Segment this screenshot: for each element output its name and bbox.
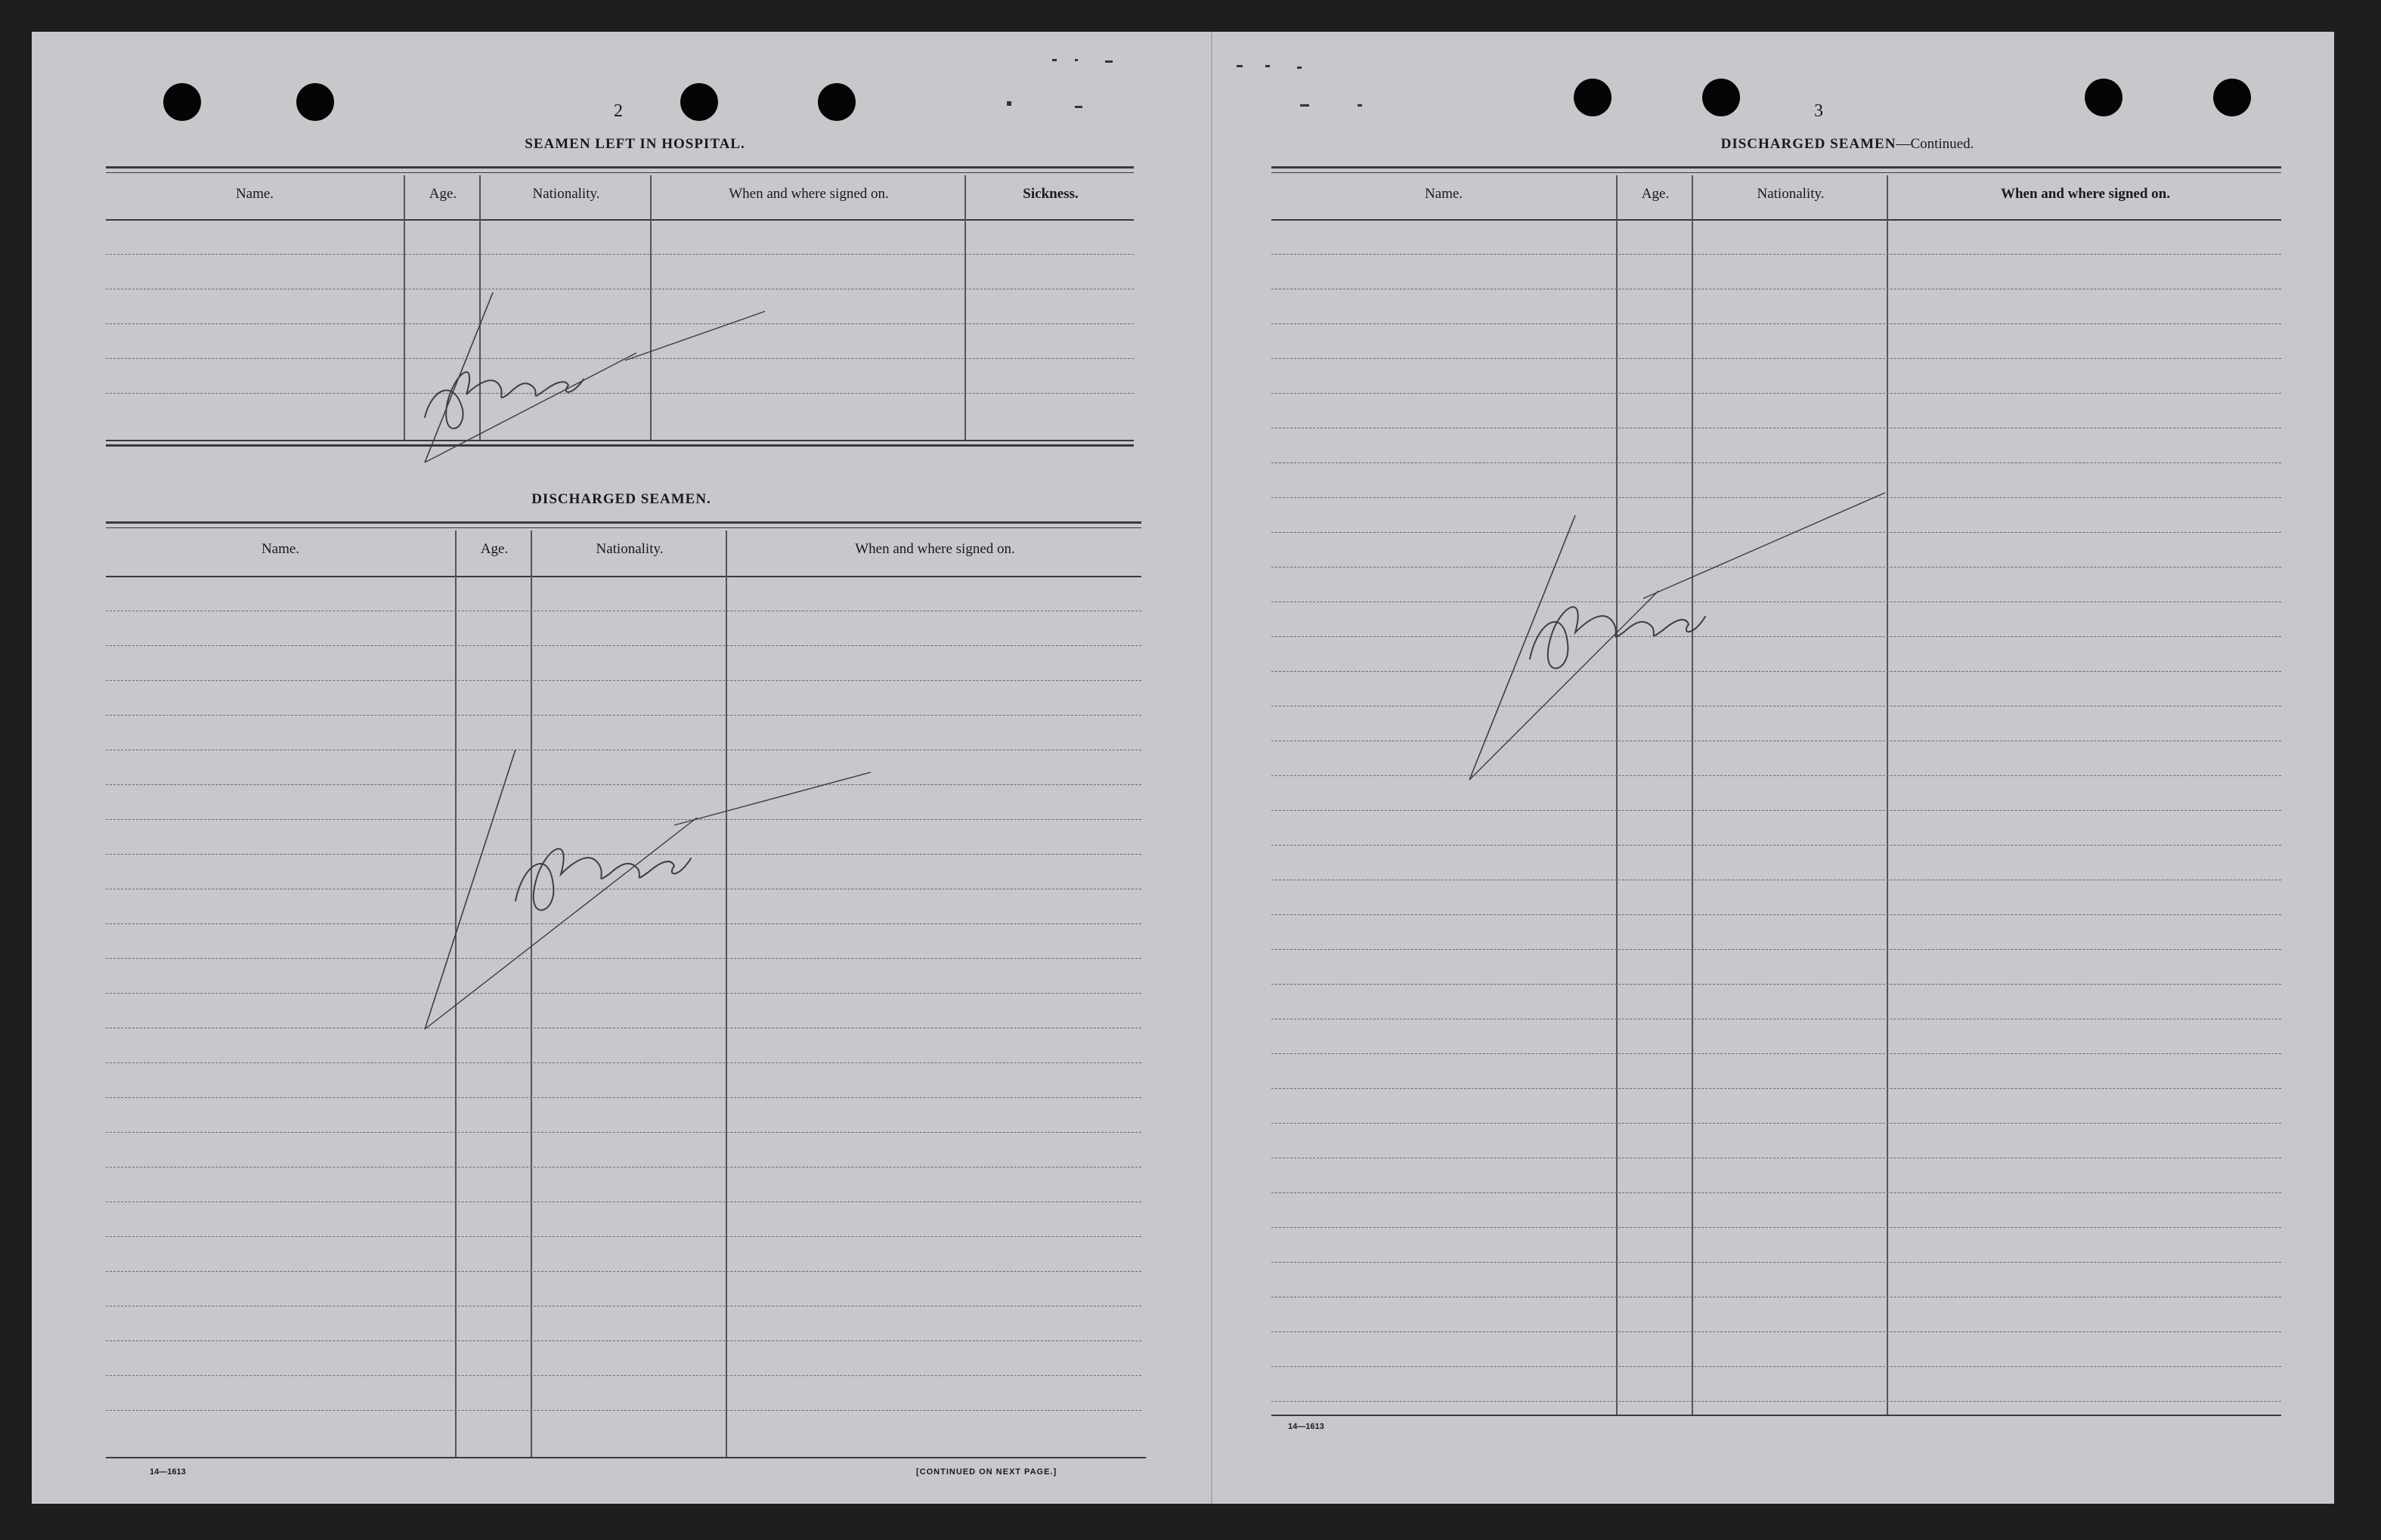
column-age: Age. bbox=[1616, 175, 1693, 1415]
column-signed-on: When and where signed on. bbox=[726, 530, 1143, 1457]
entry-line bbox=[106, 680, 1141, 681]
column-signed-on: When and where signed on. bbox=[1887, 175, 2283, 1415]
page-number: 2 bbox=[614, 101, 623, 121]
print-speck bbox=[1075, 59, 1078, 61]
print-speck bbox=[1237, 65, 1243, 67]
print-speck bbox=[1052, 59, 1057, 61]
table-top-rule bbox=[1271, 172, 2281, 173]
table-bottom-rule bbox=[106, 1457, 1146, 1458]
entry-line bbox=[106, 1410, 1141, 1411]
entry-line bbox=[1271, 393, 2281, 394]
left-page bbox=[32, 32, 1212, 1504]
table-top-rule bbox=[106, 527, 1141, 528]
entry-line bbox=[1271, 601, 2281, 602]
print-speck bbox=[1358, 104, 1362, 107]
column-nationality: Nationality. bbox=[1692, 175, 1888, 1415]
entry-line bbox=[1271, 323, 2281, 324]
column-name: Name. bbox=[235, 186, 274, 202]
print-speck bbox=[1300, 104, 1309, 107]
table-top-rule bbox=[1271, 166, 2281, 169]
punch-hole bbox=[163, 83, 201, 121]
entry-line bbox=[106, 923, 1141, 924]
entry-line bbox=[106, 1132, 1141, 1133]
entry-line bbox=[1271, 706, 2281, 707]
entry-line bbox=[1271, 1366, 2281, 1367]
entry-line bbox=[1271, 254, 2281, 255]
entry-line bbox=[1271, 810, 2281, 811]
column-name: Name. bbox=[1424, 186, 1463, 202]
hospital-table bbox=[106, 175, 1134, 440]
page-number: 3 bbox=[1814, 101, 1823, 121]
title-main: DISCHARGED SEAMEN bbox=[1720, 136, 1896, 152]
punch-hole bbox=[680, 83, 718, 121]
column-age: Age. bbox=[455, 530, 532, 1457]
table-bottom-rule bbox=[1271, 1415, 2281, 1416]
entry-line bbox=[106, 1097, 1141, 1098]
discharged-table bbox=[106, 530, 1141, 1457]
entry-line bbox=[1271, 1401, 2281, 1402]
punch-hole bbox=[818, 83, 856, 121]
discharged-continued-title bbox=[1605, 136, 2089, 153]
discharged-table-title: DISCHARGED SEAMEN. bbox=[531, 491, 711, 507]
entry-line bbox=[1271, 949, 2281, 950]
punch-hole bbox=[296, 83, 334, 121]
entry-line bbox=[1271, 1331, 2281, 1332]
table-bottom-rule bbox=[106, 444, 1134, 447]
entry-line bbox=[1271, 984, 2281, 985]
entry-line bbox=[1271, 1053, 2281, 1054]
entry-line bbox=[106, 1062, 1141, 1063]
entry-line bbox=[1271, 845, 2281, 846]
entry-line bbox=[106, 323, 1134, 324]
entry-line bbox=[106, 1375, 1141, 1376]
column-nationality: Nationality. bbox=[479, 175, 652, 440]
print-speck bbox=[1075, 106, 1082, 108]
entry-line bbox=[1271, 775, 2281, 776]
entry-line bbox=[106, 254, 1134, 255]
print-speck bbox=[1297, 66, 1302, 69]
entry-line bbox=[106, 993, 1141, 994]
entry-line bbox=[106, 819, 1141, 820]
column-name: Name. bbox=[261, 541, 300, 557]
entry-line bbox=[106, 645, 1141, 646]
form-code: 14—1613 bbox=[1288, 1422, 1324, 1431]
column-sickness: Sickness. bbox=[964, 175, 1135, 440]
entry-line bbox=[106, 715, 1141, 716]
entry-line bbox=[106, 1306, 1141, 1307]
title-continued: —Continued. bbox=[1896, 136, 1974, 152]
entry-line bbox=[1271, 358, 2281, 359]
entry-line bbox=[106, 393, 1134, 394]
right-page bbox=[1212, 32, 2334, 1504]
entry-line bbox=[1271, 1227, 2281, 1228]
table-top-rule bbox=[106, 521, 1141, 524]
discharged-continued-table bbox=[1271, 175, 2281, 1415]
table-top-rule bbox=[106, 172, 1134, 173]
print-speck bbox=[1265, 65, 1270, 67]
entry-line bbox=[106, 958, 1141, 959]
print-speck bbox=[1105, 60, 1113, 63]
hospital-table-title: SEAMEN LEFT IN HOSPITAL. bbox=[525, 136, 745, 152]
entry-line bbox=[106, 784, 1141, 785]
document-spread bbox=[32, 32, 2334, 1504]
column-signed-on: When and where signed on. bbox=[650, 175, 966, 440]
continued-note: [CONTINUED ON NEXT PAGE.] bbox=[916, 1467, 1057, 1477]
print-speck bbox=[1007, 101, 1011, 106]
punch-hole bbox=[1702, 79, 1740, 116]
entry-line bbox=[106, 1236, 1141, 1237]
entry-line bbox=[1271, 636, 2281, 637]
entry-line bbox=[1271, 1123, 2281, 1124]
table-bottom-rule bbox=[106, 440, 1134, 441]
punch-hole bbox=[2085, 79, 2122, 116]
entry-line bbox=[106, 854, 1141, 855]
entry-line bbox=[1271, 1088, 2281, 1089]
entry-line bbox=[1271, 462, 2281, 463]
entry-line bbox=[1271, 497, 2281, 498]
entry-line bbox=[1271, 532, 2281, 533]
entry-line bbox=[1271, 671, 2281, 672]
punch-hole bbox=[2213, 79, 2251, 116]
entry-line bbox=[1271, 1262, 2281, 1263]
entry-line bbox=[1271, 1192, 2281, 1193]
form-code: 14—1613 bbox=[150, 1467, 186, 1477]
table-top-rule bbox=[106, 166, 1134, 169]
punch-hole bbox=[1574, 79, 1612, 116]
column-age: Age. bbox=[404, 175, 481, 440]
entry-line bbox=[106, 1271, 1141, 1272]
column-nationality: Nationality. bbox=[531, 530, 727, 1457]
entry-line bbox=[106, 358, 1134, 359]
entry-line bbox=[1271, 914, 2281, 915]
entry-line bbox=[106, 1201, 1141, 1202]
